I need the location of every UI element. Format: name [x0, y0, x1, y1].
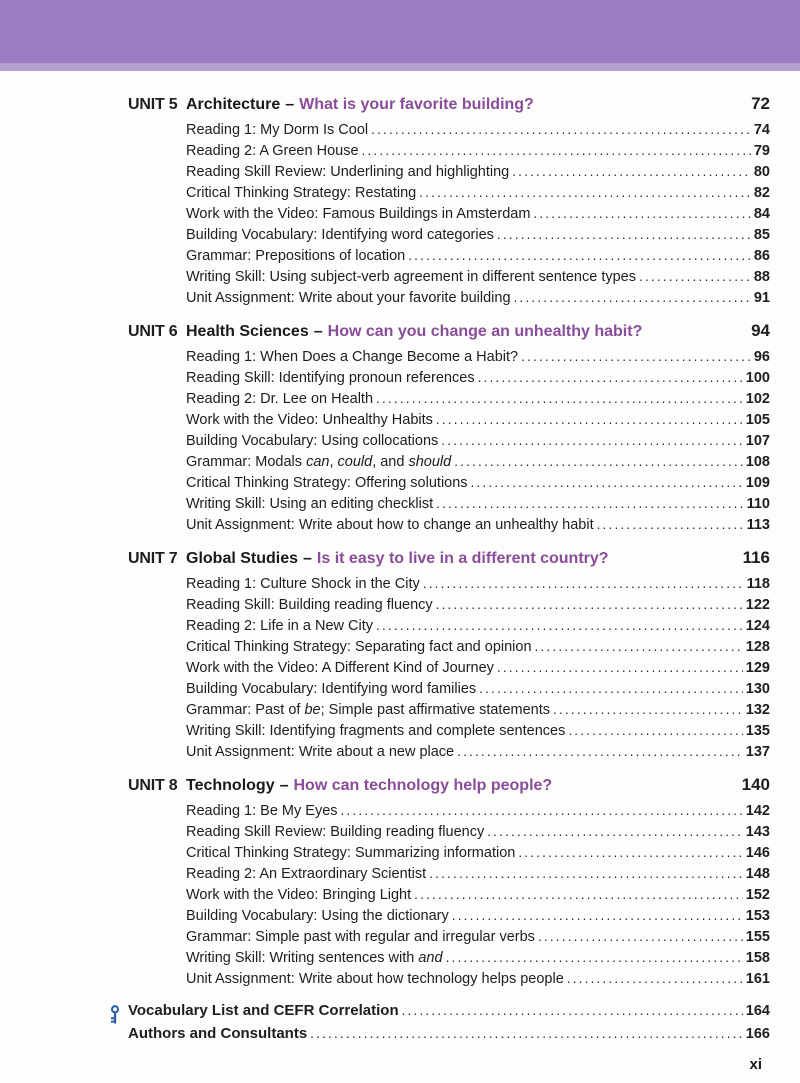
dot-leader	[514, 290, 751, 306]
toc-entry-text: Reading 1: Be My Eyes	[186, 803, 338, 819]
back-matter-list	[128, 1002, 770, 1048]
toc-entry-label	[186, 227, 494, 243]
toc-entry-page: 88	[753, 269, 770, 285]
toc-entry	[128, 597, 770, 618]
dot-leader	[553, 702, 743, 718]
top-purple-banner	[0, 0, 800, 63]
toc-entry-text: Unit Assignment: Write about your favorite building	[186, 290, 511, 306]
toc-entry-page: 86	[753, 248, 770, 264]
toc-entry-label	[186, 576, 420, 592]
toc-entry-label	[186, 660, 494, 676]
dot-leader	[454, 454, 743, 470]
toc-entry-label	[186, 723, 565, 739]
toc-entry	[128, 349, 770, 370]
dot-leader	[568, 723, 742, 739]
toc-entry-label	[186, 349, 518, 365]
toc-entry-text: Reading 2: An Extraordinary Scientist	[186, 866, 427, 882]
unit-number-label: UNIT 7	[128, 550, 178, 567]
dot-leader	[452, 908, 743, 924]
toc-entry-text: Reading Skill Review: Building reading fluency	[186, 824, 485, 840]
toc-entry	[128, 702, 770, 723]
toc-entry	[128, 227, 770, 248]
toc-entry-page: 107	[745, 433, 770, 449]
unit-title: Health Sciences	[186, 323, 309, 340]
toc-entry-page: 152	[745, 887, 770, 903]
toc-entry-page: 113	[746, 517, 770, 533]
unit-block	[128, 775, 770, 992]
toc-entry-page: 96	[753, 349, 770, 365]
toc-entry-text: Reading 1: Culture Shock in the City	[186, 576, 420, 592]
toc-entry-page: 155	[745, 929, 770, 945]
toc-entry	[128, 908, 770, 929]
toc-entry	[128, 370, 770, 391]
toc-entry-text: ; Simple past affirmative statements	[320, 702, 551, 718]
toc-entry-text: Reading 2: Dr. Lee on Health	[186, 391, 374, 407]
toc-entry-page: 110	[746, 496, 770, 512]
toc-entry-label	[186, 971, 564, 987]
dot-leader	[436, 597, 743, 613]
toc-entry-text: Building Vocabulary: Using the dictionary	[186, 908, 449, 924]
unit-block	[128, 548, 770, 765]
toc-entry-page: 91	[753, 290, 770, 306]
toc-entry	[128, 206, 770, 227]
dot-leader	[429, 866, 743, 882]
toc-entry	[128, 824, 770, 845]
toc-entry-text: Work with the Video: A Different Kind of Journey	[186, 660, 494, 676]
toc-entry-page: 158	[745, 950, 770, 966]
toc-entry-label	[186, 597, 433, 613]
toc-entry-page: 118	[746, 576, 770, 592]
toc-entry-label	[186, 412, 433, 428]
toc-entry-text: can	[306, 454, 330, 470]
toc-entry	[128, 475, 770, 496]
toc-entry	[128, 248, 770, 269]
folio-page-number: xi	[749, 1056, 762, 1073]
toc-entry-label	[186, 702, 550, 718]
toc-entry	[128, 290, 770, 311]
dot-leader	[567, 971, 743, 987]
toc-entry-page: 143	[745, 824, 770, 840]
toc-entry-text: Work with the Video: Famous Buildings in Amsterdam	[186, 206, 531, 222]
toc-entry	[128, 433, 770, 454]
unit-page-number: 72	[751, 94, 770, 113]
toc-entry	[128, 866, 770, 887]
toc-entry-page: 108	[745, 454, 770, 470]
toc-entry	[128, 744, 770, 765]
toc-entry-page: 129	[745, 660, 770, 676]
toc-entry-page: 122	[745, 597, 770, 613]
toc-entry	[128, 660, 770, 681]
back-matter-label: Authors and Consultants	[128, 1025, 308, 1042]
toc-entry-label	[186, 496, 433, 512]
toc-entry-label	[186, 370, 475, 386]
dot-leader	[436, 496, 743, 512]
unit-question: How can you change an unhealthy habit?	[327, 323, 643, 340]
toc-entry-text: Reading 1: When Does a Change Become a Habit?	[186, 349, 519, 365]
toc-entry-page: 100	[745, 370, 770, 386]
dot-leader	[478, 370, 743, 386]
dot-leader	[436, 412, 743, 428]
toc-entry-text: Writing Skill: Identifying fragments and complete sentences	[186, 723, 566, 739]
dot-leader	[497, 660, 743, 676]
unit-question: What is your favorite building?	[299, 96, 534, 113]
dot-leader	[414, 887, 743, 903]
units-list	[128, 94, 770, 992]
toc-entry-text: Grammar: Modals	[186, 454, 307, 470]
toc-entry	[128, 618, 770, 639]
toc-entry-text: Reading 1: My Dorm Is Cool	[186, 122, 369, 138]
toc-entry-label	[186, 454, 451, 470]
toc-entry-text: could	[337, 454, 373, 470]
toc-entry-text: and	[418, 950, 443, 966]
dot-leader	[341, 803, 743, 819]
unit-title-dash: –	[279, 777, 289, 794]
toc-entry	[128, 576, 770, 597]
toc-entry-label	[186, 845, 515, 861]
toc-entry-label	[186, 164, 509, 180]
toc-entry-label	[186, 866, 426, 882]
dot-leader	[362, 143, 751, 159]
toc-entry-text: Writing Skill: Using subject-verb agreement in different sentence types	[186, 269, 636, 285]
dot-leader	[521, 349, 751, 365]
back-matter-page: 164	[745, 1003, 770, 1019]
toc-entry-label	[186, 206, 530, 222]
toc-entry	[128, 143, 770, 164]
back-matter-label: Vocabulary List and CEFR Correlation	[128, 1002, 399, 1019]
dot-leader	[310, 1025, 743, 1042]
back-matter-entry	[128, 1025, 770, 1048]
toc-entry-label	[186, 269, 636, 285]
toc-entry-page: 82	[753, 185, 770, 201]
toc-entry-text: Work with the Video: Unhealthy Habits	[186, 412, 433, 428]
dot-leader	[538, 929, 743, 945]
toc-entry-page: 142	[745, 803, 770, 819]
toc-entry-page: 105	[745, 412, 770, 428]
unit-title-group	[186, 549, 735, 569]
toc-entry-label	[186, 433, 438, 449]
dot-leader	[371, 122, 751, 138]
dot-leader	[376, 618, 743, 634]
dot-leader	[535, 639, 743, 655]
unit-title: Technology	[186, 777, 275, 794]
toc-entry-page: 148	[745, 866, 770, 882]
toc-entry	[128, 950, 770, 971]
unit-question: Is it easy to live in a different country?	[316, 550, 609, 567]
toc-entry-label	[186, 929, 535, 945]
dot-leader	[533, 206, 750, 222]
unit-title: Global Studies	[186, 550, 299, 567]
toc-entry-text: Critical Thinking Strategy: Offering solutions	[186, 475, 468, 491]
toc-entry-page: 137	[745, 744, 770, 760]
toc-entry-text: Reading Skill: Identifying pronoun references	[186, 370, 475, 386]
toc-entry-label	[186, 803, 338, 819]
unit-header	[128, 94, 770, 115]
toc-entry	[128, 971, 770, 992]
unit-page-number: 94	[751, 321, 770, 340]
toc-entry-label	[186, 290, 511, 306]
toc-entry-page: 161	[745, 971, 770, 987]
toc-entry	[128, 887, 770, 908]
toc-entry-text: , and	[372, 454, 409, 470]
toc-entry-text: Grammar: Simple past with regular and irregular verbs	[186, 929, 535, 945]
toc-entry-text: Grammar: Prepositions of location	[186, 248, 406, 264]
toc-entry-label	[186, 618, 373, 634]
toc-entry-text: ,	[329, 454, 338, 470]
dot-leader	[497, 227, 751, 243]
toc-entry-text: Reading 2: A Green House	[186, 143, 359, 159]
unit-title-dash: –	[313, 323, 323, 340]
toc-entry-page: 74	[753, 122, 770, 138]
toc-entry-text: Reading 2: Life in a New City	[186, 618, 373, 634]
toc-entry	[128, 723, 770, 744]
toc-entry-text: Reading Skill: Building reading fluency	[186, 597, 433, 613]
key-icon	[109, 1005, 121, 1024]
toc-entry-text: Critical Thinking Strategy: Restating	[186, 185, 417, 201]
toc-entry	[128, 269, 770, 290]
toc-entry-label	[186, 639, 532, 655]
unit-page-number: 116	[742, 548, 770, 567]
unit-header	[128, 775, 770, 796]
dot-leader	[402, 1002, 743, 1019]
toc-entry-text: Critical Thinking Strategy: Summarizing information	[186, 845, 516, 861]
dot-leader	[376, 391, 743, 407]
unit-title-group	[186, 322, 743, 342]
toc-entry	[128, 122, 770, 143]
back-matter-page: 166	[745, 1026, 770, 1042]
page-footer	[128, 1056, 770, 1073]
toc-entry-text: Unit Assignment: Write about how technology helps people	[186, 971, 564, 987]
toc-entry-page: 109	[745, 475, 770, 491]
toc-entry	[128, 517, 770, 538]
toc-entry-page: 153	[745, 908, 770, 924]
toc-entry-page: 80	[753, 164, 770, 180]
toc-entry-text: Building Vocabulary: Identifying word categories	[186, 227, 494, 243]
toc-entry-text: Unit Assignment: Write about a new place	[186, 744, 455, 760]
toc-entry-page: 102	[745, 391, 770, 407]
toc-entry-label	[186, 908, 449, 924]
toc-entry-text: should	[408, 454, 452, 470]
unit-block	[128, 94, 770, 311]
dot-leader	[419, 185, 751, 201]
toc-entry-page: 84	[753, 206, 770, 222]
toc-entry-page: 146	[745, 845, 770, 861]
toc-entry-text: Building Vocabulary: Identifying word families	[186, 681, 477, 697]
toc-entry-text: Unit Assignment: Write about how to change an unhealthy habit	[186, 517, 594, 533]
toc-entry-label	[186, 887, 411, 903]
toc-entry-label	[186, 248, 405, 264]
toc-entry-label	[186, 143, 359, 159]
unit-title-dash: –	[285, 96, 295, 113]
dot-leader	[518, 845, 742, 861]
toc-entry-text: Building Vocabulary: Using collocations	[186, 433, 439, 449]
toc-entry-label	[186, 185, 416, 201]
toc-entry-text: Reading Skill Review: Underlining and highlighting	[186, 164, 510, 180]
toc-entry	[128, 803, 770, 824]
toc-entry-page: 130	[745, 681, 770, 697]
toc-entry-page: 132	[745, 702, 770, 718]
top-purple-banner-fade	[0, 63, 800, 71]
toc-entry	[128, 391, 770, 412]
unit-page-number: 140	[741, 775, 770, 794]
toc-entry-label	[186, 681, 476, 697]
dot-leader	[408, 248, 751, 264]
toc-entry	[128, 164, 770, 185]
dot-leader	[441, 433, 743, 449]
toc-entry	[128, 929, 770, 950]
dot-leader	[512, 164, 751, 180]
dot-leader	[487, 824, 743, 840]
toc-entry-label	[186, 950, 443, 966]
toc-entry-text: Critical Thinking Strategy: Separating fact and opinion	[186, 639, 532, 655]
unit-header	[128, 548, 770, 569]
toc-entry-label	[186, 391, 373, 407]
toc-entry	[128, 496, 770, 517]
unit-title-group	[186, 776, 734, 796]
toc-entry	[128, 454, 770, 475]
unit-question: How can technology help people?	[293, 777, 553, 794]
unit-block	[128, 321, 770, 538]
toc-entry-text: Writing Skill: Writing sentences with	[186, 950, 419, 966]
unit-number-label: UNIT 6	[128, 323, 178, 340]
toc-entry-text: Work with the Video: Bringing Light	[186, 887, 412, 903]
toc-entry-page: 79	[753, 143, 770, 159]
toc-entry-page: 135	[745, 723, 770, 739]
toc-entry	[128, 412, 770, 433]
back-matter-entry	[128, 1002, 770, 1025]
toc-entry-page: 128	[745, 639, 770, 655]
unit-header	[128, 321, 770, 342]
dot-leader	[479, 681, 743, 697]
toc-entry-page: 85	[753, 227, 770, 243]
toc-entry-label	[186, 744, 454, 760]
unit-title-dash: –	[303, 550, 312, 567]
toc-entry	[128, 681, 770, 702]
toc-entry-text: Grammar: Past of	[186, 702, 305, 718]
toc-entry	[128, 845, 770, 866]
toc-entry-page: 124	[745, 618, 770, 634]
dot-leader	[446, 950, 743, 966]
toc-entry	[128, 639, 770, 660]
toc-entry-label	[186, 517, 594, 533]
dot-leader	[639, 269, 751, 285]
dot-leader	[457, 744, 743, 760]
toc-entry-text: be	[304, 702, 321, 718]
toc-entry-label	[186, 122, 368, 138]
dot-leader	[471, 475, 743, 491]
toc-entry-label	[186, 475, 468, 491]
unit-title: Architecture	[186, 96, 281, 113]
toc-entry-text: Writing Skill: Using an editing checklist	[186, 496, 434, 512]
unit-number-label: UNIT 8	[128, 777, 178, 794]
unit-title-group	[186, 95, 743, 115]
unit-number-label: UNIT 5	[128, 96, 178, 113]
table-of-contents-page	[0, 71, 800, 1073]
toc-entry	[128, 185, 770, 206]
toc-entry-label	[186, 824, 484, 840]
dot-leader	[597, 517, 744, 533]
dot-leader	[423, 576, 744, 592]
